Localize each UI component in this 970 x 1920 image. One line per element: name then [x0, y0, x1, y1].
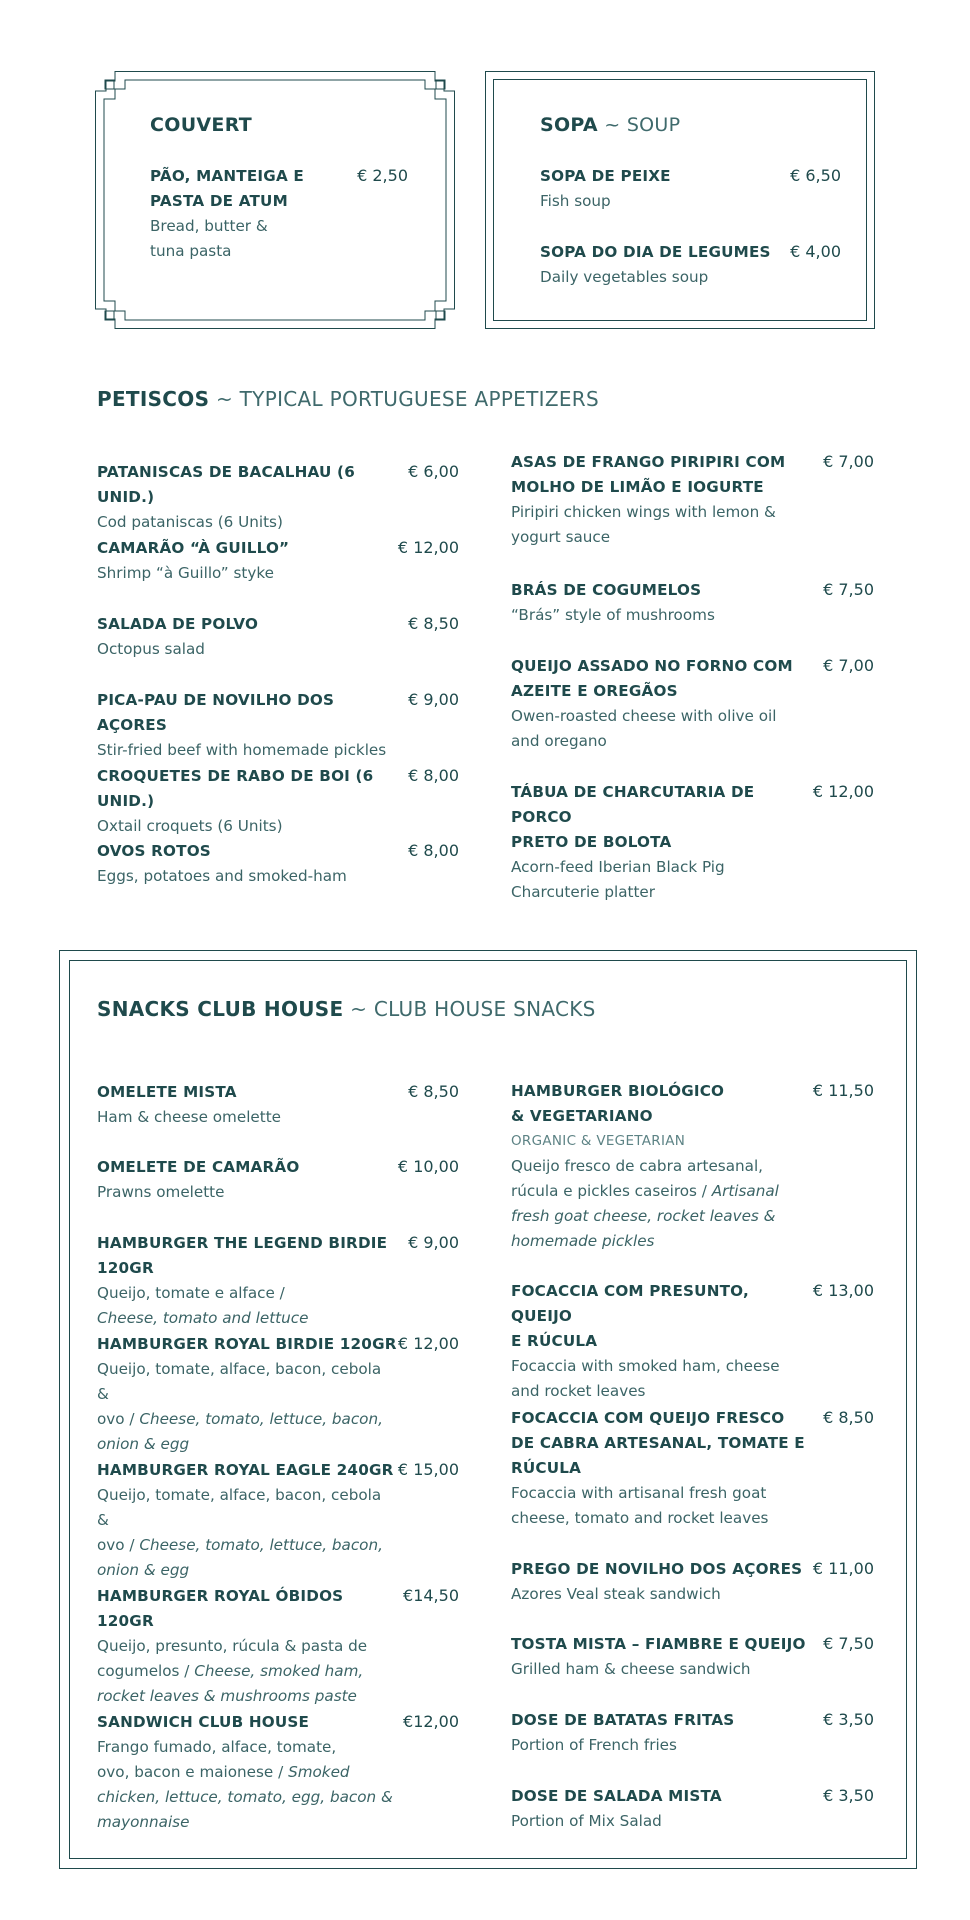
desc-text: Portion of Mix Salad	[511, 1812, 662, 1830]
item-name: & VEGETARIANO	[511, 1107, 653, 1125]
item-description	[97, 1785, 397, 1810]
item-description	[511, 1354, 811, 1379]
item-description: Fish soup	[540, 192, 611, 210]
menu-item	[511, 654, 811, 754]
desc-translation: Smoked	[288, 1763, 350, 1781]
item-description: yogurt sauce	[511, 528, 611, 546]
item-price: €14,50	[403, 1586, 459, 1605]
desc-text: Portion of French fries	[511, 1736, 677, 1754]
item-price: € 2,50	[357, 166, 408, 185]
item-price: € 9,00	[408, 690, 459, 709]
desc-translation: mayonnaise	[97, 1813, 190, 1831]
desc-text: Queijo fresco de cabra artesanal,	[511, 1157, 764, 1175]
item-description	[97, 1407, 397, 1432]
item-description: Daily vegetables soup	[540, 268, 709, 286]
desc-translation: Cheese, smoked ham,	[194, 1662, 364, 1680]
item-name: OVOS ROTOS	[97, 842, 211, 860]
desc-translation: chicken, lettuce, tomato, egg, bacon &	[97, 1788, 393, 1806]
desc-translation: onion & egg	[97, 1435, 190, 1453]
item-description	[97, 1432, 397, 1457]
item-description	[511, 1229, 811, 1254]
item-description: and oregano	[511, 732, 607, 750]
desc-translation: Artisanal	[711, 1182, 779, 1200]
item-description	[511, 1809, 811, 1834]
item-description: Stir-fried beef with homemade pickles	[97, 741, 387, 759]
desc-translation: fresh goat cheese, rocket leaves &	[511, 1207, 776, 1225]
desc-text: cheese, tomato and rocket leaves	[511, 1509, 769, 1527]
desc-translation: Cheese, tomato and lettuce	[97, 1309, 309, 1327]
item-description	[511, 1582, 811, 1607]
item-name: HAMBURGER THE LEGEND BIRDIE 120GR	[97, 1234, 388, 1277]
item-description	[511, 1481, 811, 1506]
item-description	[97, 1810, 397, 1835]
item-name: DOSE DE BATATAS FRITAS	[511, 1711, 735, 1729]
desc-text: cogumelos /	[97, 1662, 195, 1680]
item-name: SOPA DE PEIXE	[540, 167, 671, 185]
item-description	[97, 1483, 397, 1533]
item-name: QUEIJO ASSADO NO FORNO COM	[511, 657, 793, 675]
item-subtitle: ORGANIC & VEGETARIAN	[511, 1133, 686, 1149]
item-description: “Brás” style of mushrooms	[511, 606, 715, 624]
item-description: Prawns omelette	[97, 1183, 225, 1201]
menu-item	[97, 1458, 397, 1583]
item-name: PÃO, MANTEIGA E	[150, 167, 304, 185]
item-name: OMELETE MISTA	[97, 1083, 237, 1101]
desc-text: Focaccia with smoked ham, cheese	[511, 1357, 780, 1375]
menu-item	[540, 240, 780, 290]
item-description	[511, 1154, 811, 1179]
desc-text: Focaccia with artisanal fresh goat	[511, 1484, 767, 1502]
menu-item	[97, 839, 397, 889]
item-price: € 3,50	[823, 1710, 874, 1729]
menu-item	[511, 578, 811, 628]
item-description: Oxtail croquets (6 Units)	[97, 817, 283, 835]
item-description: Shrimp “à Guillo” styke	[97, 564, 274, 582]
item-price: € 8,50	[823, 1408, 874, 1427]
petiscos-title: PETISCOS ~ TYPICAL PORTUGUESE APPETIZERS	[97, 387, 599, 411]
desc-text: rúcula e pickles caseiros /	[511, 1182, 712, 1200]
item-price: €12,00	[403, 1712, 459, 1731]
menu-item	[540, 164, 780, 214]
item-description: Owen-roasted cheese with olive oil	[511, 707, 777, 725]
item-name: SANDWICH CLUB HOUSE	[97, 1713, 310, 1731]
item-price: € 7,50	[823, 580, 874, 599]
item-description	[97, 1634, 397, 1659]
item-description: Cod pataniscas (6 Units)	[97, 513, 283, 531]
item-price: € 12,00	[812, 782, 874, 801]
item-price: € 11,00	[812, 1559, 874, 1578]
menu-item	[511, 780, 811, 905]
desc-text: Azores Veal steak sandwich	[511, 1585, 721, 1603]
desc-text: Queijo, presunto, rúcula & pasta de	[97, 1637, 368, 1655]
item-name: FOCACCIA COM QUEIJO FRESCO	[511, 1409, 785, 1427]
item-name: TOSTA MISTA – FIAMBRE E QUEIJO	[511, 1635, 806, 1653]
desc-text: ovo /	[97, 1410, 140, 1428]
item-description	[511, 1657, 811, 1682]
item-name: E RÚCULA	[511, 1332, 598, 1350]
item-description: Piripiri chicken wings with lemon &	[511, 503, 776, 521]
menu-item	[97, 1584, 397, 1709]
item-description	[511, 1379, 811, 1404]
desc-text: Grilled ham & cheese sandwich	[511, 1660, 751, 1678]
couvert-title: COUVERT	[150, 114, 253, 136]
desc-translation: Cheese, tomato, lettuce, bacon,	[139, 1536, 383, 1554]
item-name: FOCACCIA COM PRESUNTO, QUEIJO	[511, 1282, 749, 1325]
item-name: HAMBURGER ROYAL EAGLE 240GR	[97, 1461, 394, 1479]
menu-item	[511, 1708, 811, 1758]
item-price: € 9,00	[408, 1233, 459, 1252]
desc-text: and rocket leaves	[511, 1382, 646, 1400]
menu-item	[97, 1332, 397, 1457]
menu-item	[511, 1079, 811, 1254]
item-name: DOSE DE SALADA MISTA	[511, 1787, 722, 1805]
menu-item	[97, 1155, 397, 1205]
item-name: ASAS DE FRANGO PIRIPIRI COM	[511, 453, 786, 471]
item-name: HAMBURGER BIOLÓGICO	[511, 1082, 725, 1100]
item-description	[97, 1306, 397, 1331]
item-description: Ham & cheese omelette	[97, 1108, 282, 1126]
item-description	[97, 1684, 397, 1709]
item-price: € 13,00	[812, 1281, 874, 1300]
item-price: € 6,50	[790, 166, 841, 185]
item-description	[97, 1659, 397, 1684]
item-price: € 10,00	[397, 1157, 459, 1176]
menu-item	[150, 164, 330, 264]
menu-item	[97, 764, 397, 839]
item-price: € 6,00	[408, 462, 459, 481]
item-price: € 8,00	[408, 766, 459, 785]
desc-translation: rocket leaves & mushrooms paste	[97, 1687, 357, 1705]
item-price: € 4,00	[790, 242, 841, 261]
item-name: SOPA DO DIA DE LEGUMES	[540, 243, 771, 261]
item-description: Eggs, potatoes and smoked-ham	[97, 867, 347, 885]
item-name: OMELETE DE CAMARÃO	[97, 1158, 300, 1176]
snacks-title: SNACKS CLUB HOUSE ~ CLUB HOUSE SNACKS	[97, 997, 596, 1021]
item-description	[97, 1735, 397, 1760]
item-name: SALADA DE POLVO	[97, 615, 259, 633]
menu-item	[511, 1406, 811, 1531]
menu-item	[511, 1632, 811, 1682]
item-price: € 7,50	[823, 1634, 874, 1653]
menu-item	[97, 460, 397, 535]
menu-item	[511, 1279, 811, 1404]
item-description	[97, 1533, 397, 1558]
item-description: tuna pasta	[150, 242, 232, 260]
item-price: € 12,00	[397, 1334, 459, 1353]
menu-item	[97, 1080, 397, 1130]
item-description	[511, 1179, 811, 1204]
item-name: MOLHO DE LIMÃO E IOGURTE	[511, 478, 764, 496]
desc-text: ovo, bacon e maionese /	[97, 1763, 289, 1781]
item-name: PREGO DE NOVILHO DOS AÇORES	[511, 1560, 803, 1578]
item-name: RÚCULA	[511, 1459, 582, 1477]
item-description: Acorn-feed Iberian Black Pig	[511, 858, 725, 876]
desc-translation: homemade pickles	[511, 1232, 655, 1250]
sopa-title: SOPA ~ SOUP	[540, 114, 681, 136]
item-name: PRETO DE BOLOTA	[511, 833, 672, 851]
item-name: BRÁS DE COGUMELOS	[511, 581, 702, 599]
menu-item	[97, 612, 397, 662]
item-description: Octopus salad	[97, 640, 205, 658]
item-description	[511, 1733, 811, 1758]
item-description	[511, 1506, 811, 1531]
item-name: HAMBURGER ROYAL BIRDIE 120GR	[97, 1335, 397, 1353]
menu-item	[511, 1557, 811, 1607]
desc-translation: Cheese, tomato, lettuce, bacon,	[139, 1410, 383, 1428]
item-price: € 8,00	[408, 841, 459, 860]
item-name: CROQUETES DE RABO DE BOI (6 UNID.)	[97, 767, 374, 810]
item-price: € 7,00	[823, 656, 874, 675]
item-name: AZEITE E OREGÃOS	[511, 682, 678, 700]
item-name: CAMARÃO “À GUILLO”	[97, 539, 290, 557]
item-description	[97, 1760, 397, 1785]
menu-item	[511, 1784, 811, 1834]
item-description	[97, 1558, 397, 1583]
desc-text: Queijo, tomate, alface, bacon, cebola &	[97, 1360, 382, 1403]
desc-text: ovo /	[97, 1536, 140, 1554]
item-description	[97, 1281, 397, 1306]
menu-item	[97, 1231, 397, 1331]
item-description	[511, 1204, 811, 1229]
menu-item	[97, 688, 397, 763]
item-name: PATANISCAS DE BACALHAU (6 UNID.)	[97, 463, 355, 506]
item-name: PASTA DE ATUM	[150, 192, 288, 210]
item-price: € 8,50	[408, 614, 459, 633]
item-price: € 8,50	[408, 1082, 459, 1101]
item-name: TÁBUA DE CHARCUTARIA DE PORCO	[511, 783, 755, 826]
desc-translation: onion & egg	[97, 1561, 190, 1579]
desc-text: Frango fumado, alface, tomate,	[97, 1738, 337, 1756]
menu-item	[97, 536, 397, 586]
item-description: Charcuterie platter	[511, 883, 656, 901]
item-name: DE CABRA ARTESANAL, TOMATE E	[511, 1434, 805, 1452]
item-description	[97, 1357, 397, 1407]
item-description: Bread, butter &	[150, 217, 268, 235]
desc-text: Queijo, tomate e alface /	[97, 1284, 285, 1302]
menu-item	[97, 1710, 397, 1835]
desc-text: Queijo, tomate, alface, bacon, cebola &	[97, 1486, 382, 1529]
item-price: € 7,00	[823, 452, 874, 471]
menu-item	[511, 450, 811, 550]
item-price: € 12,00	[397, 538, 459, 557]
item-price: € 15,00	[397, 1460, 459, 1479]
item-name: HAMBURGER ROYAL ÓBIDOS 120GR	[97, 1587, 344, 1630]
item-price: € 11,50	[812, 1081, 874, 1100]
item-name: PICA-PAU DE NOVILHO DOS AÇORES	[97, 691, 335, 734]
item-price: € 3,50	[823, 1786, 874, 1805]
